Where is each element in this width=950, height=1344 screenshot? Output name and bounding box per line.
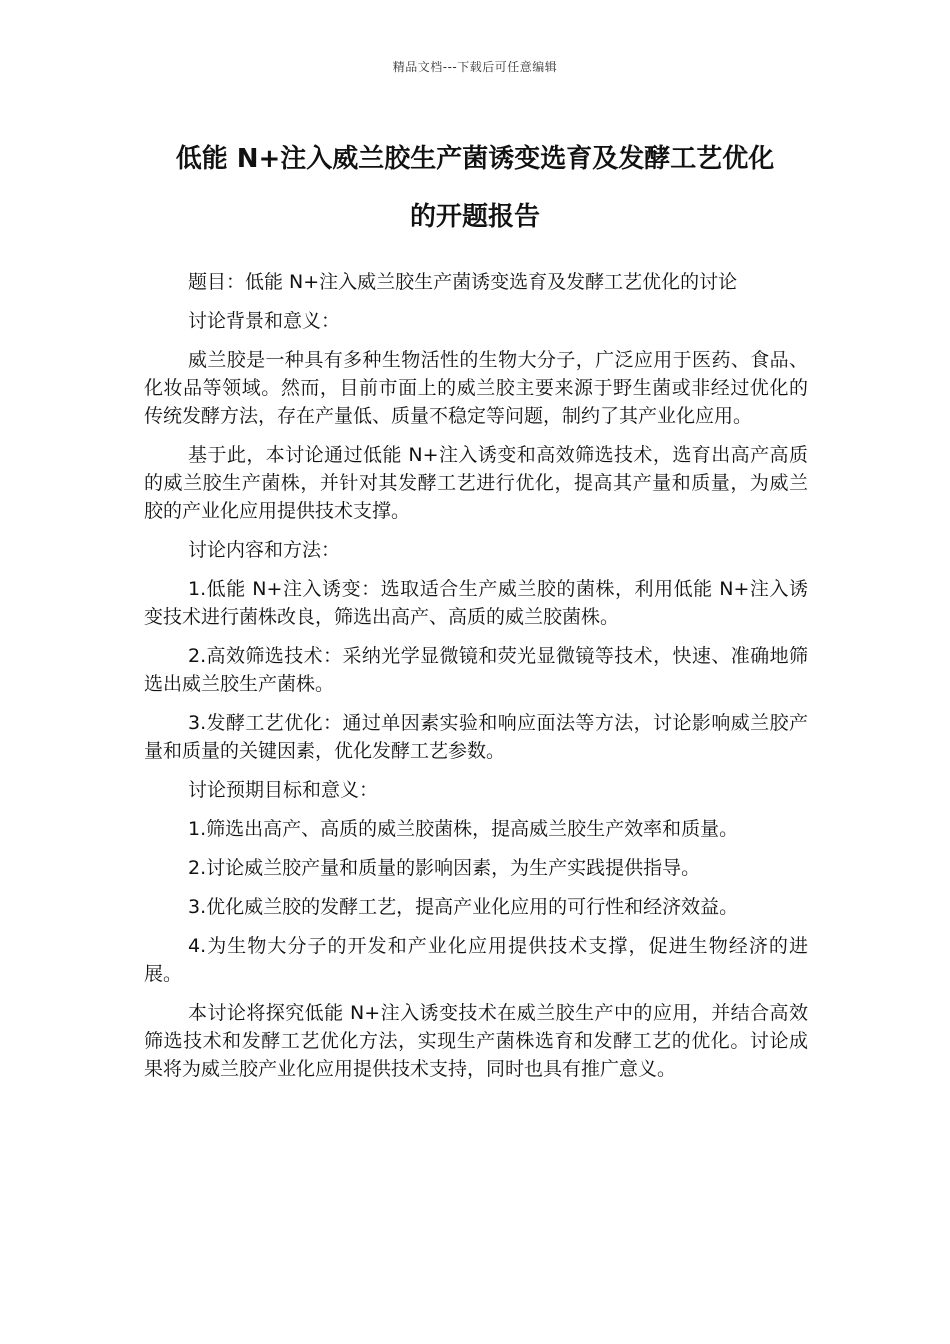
section-heading-goals: 讨论预期目标和意义： xyxy=(188,779,379,801)
section-heading-content-methods: 讨论内容和方法： xyxy=(188,539,341,561)
header-note: 精品文档---下载后可任意编辑 xyxy=(392,60,558,74)
method-item-3: 3.发酵工艺优化：通过单因素实验和响应面法等方法，讨论影响威兰胶产量和质量的关键因素，优化发酵工艺参数。 xyxy=(144,712,808,762)
goal-item-1: 1.筛选出高产、高质的威兰胶菌株，提高威兰胶生产效率和质量。 xyxy=(188,818,739,840)
background-paragraph-1: 威兰胶是一种具有多种生物活性的生物大分子，广泛应用于医药、食品、化妆品等领域。然而，目前市面上的威兰胶主要来源于野生菌或非经过优化的传统发酵方法，存在产量低、质量不稳定等问题，制约了其产业化应用。 xyxy=(144,349,808,427)
goal-item-4: 4.为生物大分子的开发和产业化应用提供技术支撑，促进生物经济的进展。 xyxy=(144,935,808,985)
document-title-line-2: 的开题报告 xyxy=(409,202,540,232)
document-body xyxy=(144,268,808,1094)
goal-item-2: 2.讨论威兰胶产量和质量的影响因素，为生产实践提供指导。 xyxy=(188,857,701,879)
topic-paragraph: 题目：低能 N+注入威兰胶生产菌诱变选育及发酵工艺优化的讨论 xyxy=(188,271,738,293)
method-item-2: 2.高效筛选技术：采纳光学显微镜和荧光显微镜等技术，快速、准确地筛选出威兰胶生产菌株。 xyxy=(144,645,808,695)
goal-item-3: 3.优化威兰胶的发酵工艺，提高产业化应用的可行性和经济效益。 xyxy=(188,896,739,918)
document-title-line-1: 低能 N+注入威兰胶生产菌诱变选育及发酵工艺优化 xyxy=(175,144,775,174)
section-heading-background: 讨论背景和意义： xyxy=(188,310,341,332)
conclusion-paragraph: 本讨论将探究低能 N+注入诱变技术在威兰胶生产中的应用，并结合高效筛选技术和发酵工艺优化方法，实现生产菌株选育和发酵工艺的优化。讨论成果将为威兰胶产业化应用提供技术支持，同时也具有推广意义。 xyxy=(144,1002,808,1080)
method-item-1: 1.低能 N+注入诱变：选取适合生产威兰胶的菌株，利用低能 N+注入诱变技术进行菌株改良，筛选出高产、高质的威兰胶菌株。 xyxy=(144,578,808,628)
background-paragraph-2: 基于此，本讨论通过低能 N+注入诱变和高效筛选技术，选育出高产高质的威兰胶生产菌株，并针对其发酵工艺进行优化，提高其产量和质量，为威兰胶的产业化应用提供技术支撑。 xyxy=(144,444,808,522)
